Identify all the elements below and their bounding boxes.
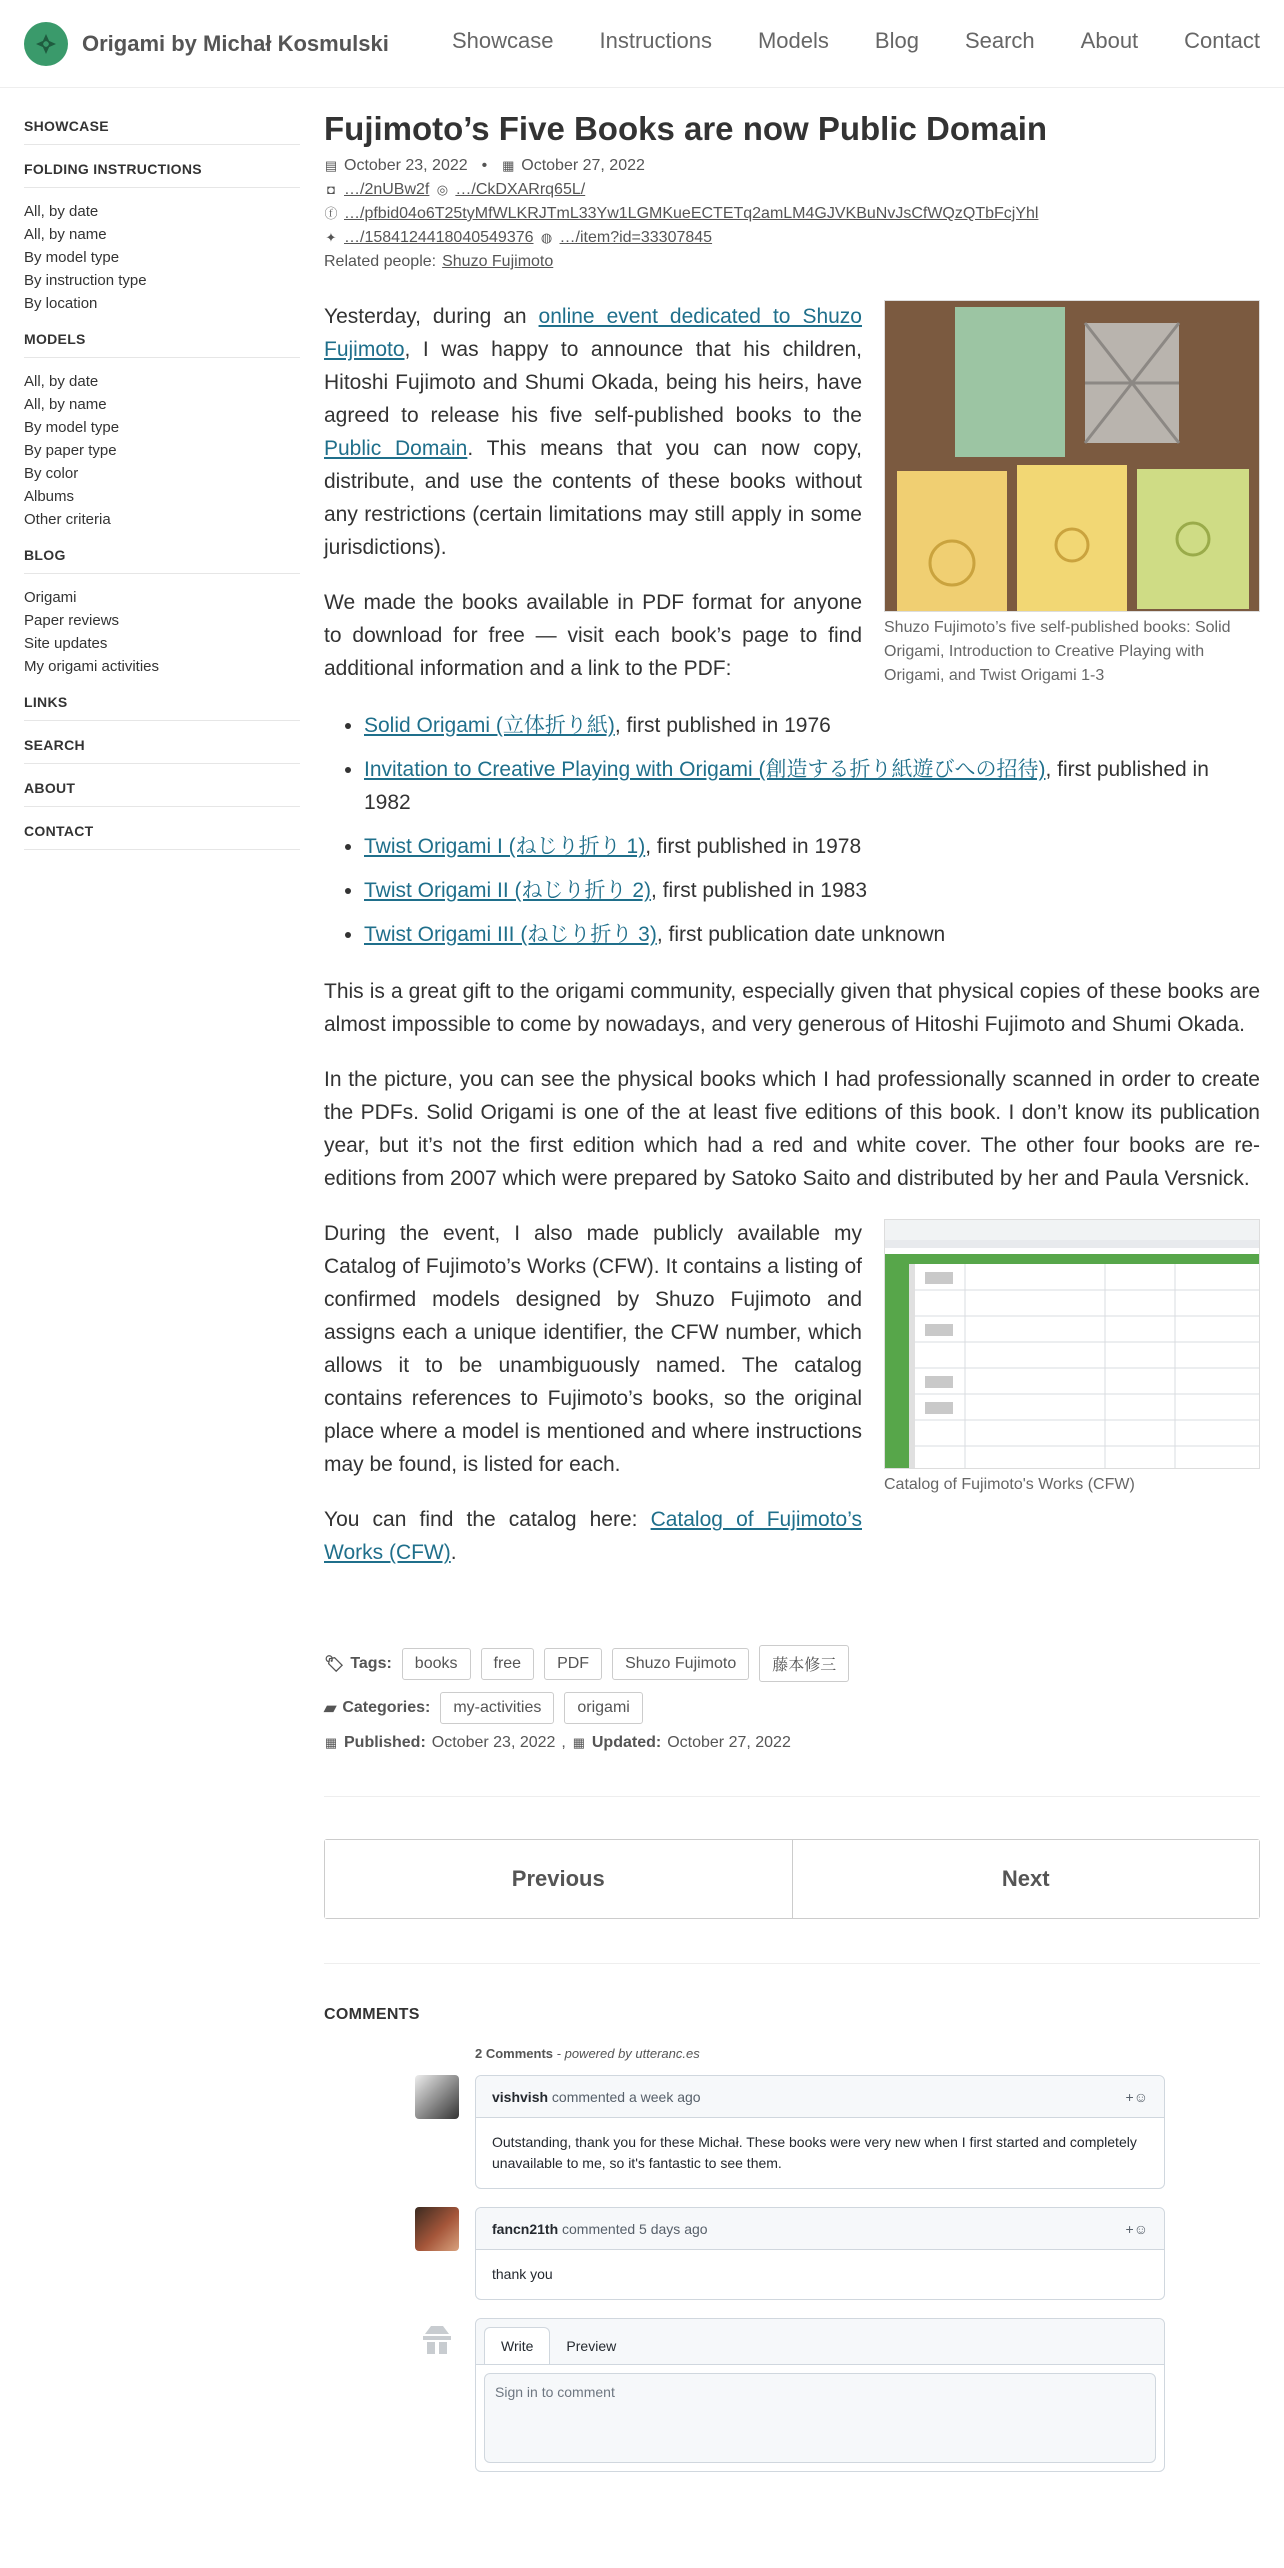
book-note: , first published in 1976	[614, 714, 831, 737]
tags-icon: 🏷	[324, 1655, 345, 1673]
calendar-icon: ▦	[572, 1735, 586, 1750]
nav-blog[interactable]: Blog	[874, 28, 919, 53]
social-link-5[interactable]: …/item?id=33307845	[559, 229, 713, 246]
sidebar	[24, 118, 300, 866]
comment-author[interactable]: fancn21th	[492, 2220, 559, 2237]
published-date: October 23, 2022	[431, 1734, 556, 1751]
book-link-invitation[interactable]: Invitation to Creative Playing with Origami (創造する折り紙遊びへの招待)	[364, 758, 1046, 781]
books-list	[324, 701, 1260, 951]
tag-shuzo-fujimoto[interactable]: Shuzo Fujimoto	[612, 1648, 749, 1680]
sidebar-blog[interactable]: BLOG	[24, 547, 300, 574]
nav-showcase[interactable]: Showcase	[451, 28, 554, 53]
tags-label: Tags:	[350, 1654, 392, 1672]
social-links-row-3	[324, 226, 1260, 250]
comment-time[interactable]: commented a week ago	[551, 2088, 701, 2105]
comment	[415, 2075, 1165, 2189]
nav-search[interactable]: Search	[964, 28, 1035, 53]
comment-box	[475, 2207, 1165, 2300]
text-span: Yesterday, during an	[324, 305, 539, 328]
nav-models[interactable]: Models	[757, 28, 829, 53]
book-link-solid-origami[interactable]: Solid Origami (立体折り紙)	[364, 714, 615, 737]
book-link-twist-origami-2[interactable]: Twist Origami II (ねじり折り 2)	[364, 879, 652, 902]
social-links-row-2	[324, 202, 1260, 226]
list-item	[364, 709, 1260, 742]
nav-contact[interactable]: Contact	[1184, 28, 1260, 53]
composer-tabs	[476, 2319, 1164, 2365]
comment-composer	[415, 2318, 1165, 2472]
comment-header	[476, 2208, 1164, 2250]
figure-books	[884, 300, 1260, 688]
previous-button[interactable]: Previous	[325, 1840, 792, 1918]
books-photo[interactable]	[884, 300, 1260, 612]
post-published-date: October 23, 2022	[344, 157, 468, 174]
comment-author[interactable]: vishvish	[492, 2088, 549, 2105]
sidebar-item-instructions-by-model-type[interactable]: By model type	[24, 249, 120, 266]
categories-label-wrap	[324, 1698, 430, 1718]
related-person-link[interactable]: Shuzo Fujimoto	[442, 253, 554, 270]
comment-meta	[492, 2221, 708, 2237]
tag-pdf[interactable]: PDF	[544, 1648, 602, 1680]
calendar-icon: ▦	[324, 1735, 338, 1750]
avatar[interactable]	[415, 2207, 459, 2251]
categories-row	[324, 1692, 1260, 1724]
social-link-4[interactable]: …/1584124418040549376	[344, 229, 534, 246]
sidebar-item-paper-reviews[interactable]: Paper reviews	[24, 612, 120, 629]
book-note: , first published in 1983	[651, 879, 867, 902]
page-title: Fujimoto’s Five Books are now Public Domain	[324, 110, 1048, 147]
text-span: .	[450, 1541, 457, 1564]
social-link-2[interactable]: …/CkDXARrq65L/	[455, 181, 586, 198]
site-brand[interactable]	[24, 22, 389, 66]
sidebar-links[interactable]: LINKS	[24, 694, 300, 721]
tab-write[interactable]: Write	[484, 2327, 550, 2364]
globe-icon: ◍	[540, 230, 553, 245]
post-taxonomy	[324, 1645, 1260, 1752]
sidebar-item-models-by-color[interactable]: By color	[24, 465, 79, 482]
book-note: , first publication date unknown	[656, 923, 946, 946]
sidebar-item-blog-origami[interactable]: Origami	[24, 589, 77, 606]
social-link-1[interactable]: …/2nUBw2f	[344, 181, 430, 198]
powered-by: - powered by utteranc.es	[556, 2046, 700, 2061]
sidebar-models[interactable]: MODELS	[24, 331, 300, 358]
updated-date: October 27, 2022	[667, 1734, 791, 1751]
dates-row	[324, 1734, 1260, 1752]
sidebar-folding-instructions[interactable]: FOLDING INSTRUCTIONS	[24, 161, 300, 188]
related-people-label: Related people:	[324, 253, 437, 270]
sidebar-item-instructions-by-name[interactable]: All, by name	[24, 226, 107, 243]
sidebar-contact[interactable]: CONTACT	[24, 823, 300, 850]
online-event-link[interactable]: online event dedicated to Shuzo Fujimoto	[324, 305, 862, 361]
paragraph-catalog-link	[324, 1503, 1260, 1569]
meta-separator: •	[481, 157, 488, 174]
sidebar-item-models-by-name[interactable]: All, by name	[24, 396, 107, 413]
book-note: , first published in 1978	[645, 835, 862, 858]
figure-books-caption: Shuzo Fujimoto’s five self-published books: Solid Origami, Introduction to Creative Playing with Origami, and Twist Origami 1-3	[884, 619, 1231, 684]
category-my-activities[interactable]: my-activities	[440, 1692, 554, 1724]
categories-label: Categories:	[342, 1699, 431, 1716]
sidebar-showcase[interactable]: SHOWCASE	[24, 118, 300, 145]
comment-meta	[492, 2089, 701, 2105]
catalog-screenshot[interactable]	[884, 1219, 1260, 1469]
list-item	[364, 874, 1260, 907]
tag-books[interactable]: books	[402, 1648, 471, 1680]
list-item	[364, 753, 1260, 819]
sidebar-about[interactable]: ABOUT	[24, 780, 300, 807]
add-reaction-icon[interactable]: +☺	[1125, 2088, 1148, 2105]
comments-section	[324, 2006, 1260, 2472]
sidebar-item-instructions-by-instruction-type[interactable]: By instruction type	[24, 272, 147, 289]
sidebar-search[interactable]: SEARCH	[24, 737, 300, 764]
site-logo[interactable]	[24, 22, 68, 66]
dates-separator: ,	[561, 1734, 566, 1751]
folder-icon: ▰	[324, 1700, 337, 1717]
social-links-row-1	[324, 178, 1260, 202]
utterances-widget	[415, 2046, 1165, 2472]
nav-instructions[interactable]: Instructions	[599, 28, 712, 53]
related-people	[324, 250, 1260, 274]
anonymous-avatar-icon	[415, 2318, 459, 2362]
tag-free[interactable]: free	[481, 1648, 535, 1680]
next-button[interactable]: Next	[792, 1840, 1260, 1918]
site-title[interactable]: Origami by Michał Kosmulski	[82, 31, 389, 56]
comment-body: Outstanding, thank you for these Michał. These books were very new when I first started and completely unavailable to me, so it's fantastic to see them.	[492, 2134, 1137, 2171]
avatar[interactable]	[415, 2075, 459, 2119]
site-header	[0, 0, 1284, 88]
text-span: , I was happy to announce that his children, Hitoshi Fujimoto and Shumi Okada, being his heirs, have agreed to release his five self-published books to the	[324, 338, 862, 427]
sidebar-item-my-origami-activities[interactable]: My origami activities	[24, 658, 160, 675]
twitter-icon: ✦	[325, 230, 337, 245]
main-nav	[406, 28, 1260, 54]
instagram-icon: ◎	[436, 182, 449, 197]
list-item	[364, 918, 1260, 951]
tag-fujimoto-japanese[interactable]: 藤本修三	[759, 1645, 849, 1682]
list-item	[364, 830, 1260, 863]
comment-textarea[interactable]: Sign in to comment	[484, 2373, 1156, 2463]
text-span: . This means that you can now copy, distribute, and use the contents of these books without any restrictions (certain limitations may still apply in some jurisdictions).	[324, 437, 862, 559]
calendar-icon: ▦	[502, 158, 515, 173]
paragraph-pdf: We made the books available in PDF format for anyone to download for free — visit each book’s page to find additional information and a link to the PDF:	[324, 591, 862, 680]
comments-count: 2 Comments	[475, 2046, 554, 2061]
sidebar-item-albums[interactable]: Albums	[24, 488, 75, 505]
post-updated-date: October 27, 2022	[521, 157, 645, 174]
comment-body: thank you	[492, 2266, 553, 2282]
comment-header	[476, 2076, 1164, 2118]
figure-catalog	[884, 1219, 1260, 1497]
comments-title: COMMENTS	[324, 2006, 420, 2023]
figure-catalog-caption: Catalog of Fujimoto's Works (CFW)	[884, 1476, 1135, 1493]
add-reaction-icon[interactable]: +☺	[1125, 2220, 1148, 2237]
flickr-icon: ◘	[327, 182, 335, 197]
sidebar-item-instructions-by-location[interactable]: By location	[24, 295, 98, 312]
post-meta	[324, 154, 1260, 274]
published-label: Published:	[344, 1734, 426, 1751]
post-dates	[324, 154, 1260, 178]
comment-time[interactable]: commented 5 days ago	[562, 2220, 708, 2237]
comment	[415, 2207, 1165, 2300]
paragraph-catalog: During the event, I also made publicly available my Catalog of Fujimoto’s Works (CFW). It contains a listing of confirmed models designed by Shuzo Fujimoto and assigns each a unique identifier, the CFW number, which allows it to be unambiguously named. The catalog contains references to Fujimoto’s books, so the original place where a model is mentioned and where instructions may be found, is listed for each.	[324, 1222, 862, 1476]
comment-form	[475, 2318, 1165, 2472]
sidebar-item-site-updates[interactable]: Site updates	[24, 635, 108, 652]
tags-row	[324, 1645, 1260, 1682]
text-span: You can find the catalog here:	[324, 1508, 651, 1531]
sidebar-item-other-criteria[interactable]: Other criteria	[24, 511, 111, 528]
comments-count-line	[475, 2046, 1165, 2061]
divider	[324, 1963, 1260, 1964]
divider	[324, 1796, 1260, 1797]
nav-about[interactable]: About	[1080, 28, 1139, 53]
tab-preview[interactable]: Preview	[566, 2338, 617, 2354]
main-content	[324, 108, 1260, 2490]
paragraph-picture: In the picture, you can see the physical books which I had professionally scanned in order to create the PDFs. Solid Origami is one of the at least five editions of this book. I don’t know its publication year, but it’s not the first edition which had a red and white cover. The other four books are re-editions from 2007 which were prepared by Satoko Saito and distributed by her and Paula Versnick.	[324, 1068, 1260, 1190]
sidebar-item-models-by-model-type[interactable]: By model type	[24, 419, 120, 436]
category-origami[interactable]: origami	[564, 1692, 642, 1724]
paragraph-gift: This is a great gift to the origami community, especially given that physical copies of these books are almost impossible to come by nowadays, and very generous of Hitoshi Fujimoto and Shumi Okada.	[324, 980, 1260, 1036]
catalog-link[interactable]: Catalog of Fujimoto’s Works (CFW)	[324, 1508, 862, 1564]
comment-box	[475, 2075, 1165, 2189]
book-link-twist-origami-1[interactable]: Twist Origami I (ねじり折り 1)	[364, 835, 646, 858]
book-note: , first published in 1982	[364, 758, 1209, 814]
sidebar-item-models-by-paper-type[interactable]: By paper type	[24, 442, 117, 459]
facebook-icon: ⓕ	[324, 206, 338, 221]
calendar-edit-icon: ▤	[324, 158, 338, 173]
article-body	[324, 300, 1260, 1585]
post-pager	[324, 1839, 1260, 1919]
book-link-twist-origami-3[interactable]: Twist Origami III (ねじり折り 3)	[364, 923, 657, 946]
social-link-3[interactable]: …/pfbid04o6T25tyMfWLKRJTmL33Yw1LGMKueECTETq2amLM4GJVKBuNvJsCfWQzQTbFcjYhl	[344, 205, 1039, 222]
sidebar-item-instructions-by-date[interactable]: All, by date	[24, 203, 99, 220]
sidebar-item-models-by-date[interactable]: All, by date	[24, 373, 99, 390]
tags-label-wrap	[324, 1654, 392, 1674]
updated-label: Updated:	[591, 1734, 662, 1751]
public-domain-link[interactable]: Public Domain	[324, 437, 468, 460]
